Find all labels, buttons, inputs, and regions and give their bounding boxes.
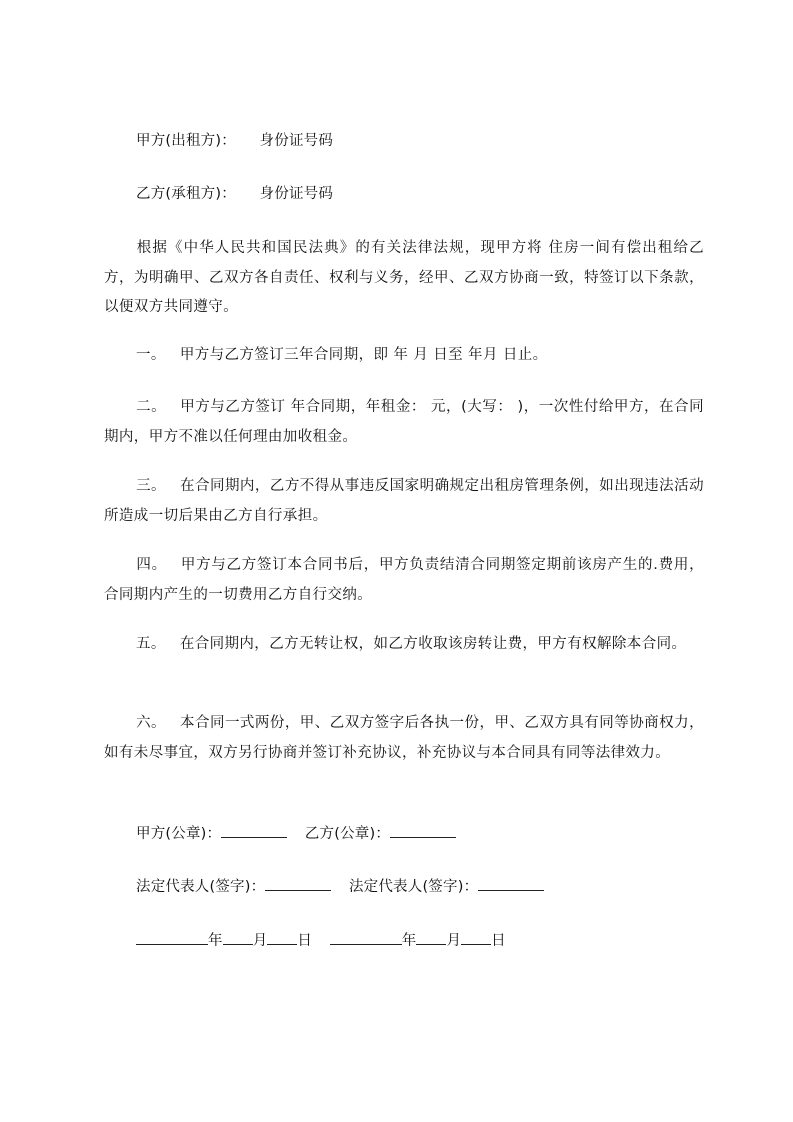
day-label: 日 xyxy=(491,933,506,949)
clause-3 xyxy=(104,472,704,531)
clause-text: 本合同一式两份，甲、乙双方签字后各执一份，甲、乙双方具有同等协商权力，如有未尽事宜，双方另行协商并签订补充协议，补充协议与本合同具有同等法律效力。 xyxy=(104,715,704,761)
party-a-id-label: 身份证号码 xyxy=(259,133,334,149)
party-b-label: 乙方(承租方)： xyxy=(136,186,236,202)
preamble-text: 根据《中华人民共和国民法典》的有关法律法规，现甲方将 住房一间有偿出租给乙方，为明确甲、乙双方各自责任、权利与义务，经甲、乙双方协商一致，特签订以下条款，以便双方共同遵守。 xyxy=(104,240,704,315)
year-label: 年 xyxy=(208,933,223,949)
date-line xyxy=(136,930,506,951)
clause-number: 五。 xyxy=(136,636,166,652)
party-a-month-blank xyxy=(223,930,253,945)
party-a-label: 甲方(出租方)： xyxy=(136,133,236,149)
clause-1 xyxy=(104,341,704,371)
party-a-rep-blank xyxy=(265,876,331,891)
preamble-paragraph xyxy=(104,234,704,323)
party-a-year-blank xyxy=(136,930,208,945)
party-a-line xyxy=(136,131,333,151)
representative-line xyxy=(136,876,544,897)
party-b-seal-label: 乙方(公章)： xyxy=(304,826,391,842)
party-b-year-blank xyxy=(330,930,402,945)
day-label: 日 xyxy=(297,933,313,949)
clause-number: 二。 xyxy=(136,399,167,415)
clause-number: 三。 xyxy=(136,478,167,494)
party-a-seal-label: 甲方(公章)： xyxy=(136,826,222,842)
year-label: 年 xyxy=(401,933,417,949)
clause-text: 在合同期内，乙方无转让权，如乙方收取该房转让费，甲方有权解除本合同。 xyxy=(179,636,687,652)
clause-2 xyxy=(104,393,704,452)
party-b-day-blank xyxy=(461,930,491,945)
party-b-rep-label: 法定代表人(签字)： xyxy=(348,879,479,895)
clause-text: 在合同期内，乙方不得从事违反国家明确规定出租房管理条例，如出现违法活动所造成一切后果由乙方自行承担。 xyxy=(104,478,704,524)
clause-number: 四。 xyxy=(136,557,167,573)
party-b-month-blank xyxy=(416,930,446,945)
clause-number: 六。 xyxy=(136,715,167,731)
party-b-seal-blank xyxy=(390,823,456,838)
party-a-rep-label: 法定代表人(签字)： xyxy=(136,879,266,895)
clause-5 xyxy=(104,630,704,660)
clause-4 xyxy=(104,551,704,610)
clause-number: 一。 xyxy=(136,347,166,363)
clause-text: 甲方与乙方签订 年合同期，年租金： 元，(大写： )，一次性付给甲方，在合同期内，甲方不准以任何理由加收租金。 xyxy=(104,399,704,445)
party-b-id-label: 身份证号码 xyxy=(259,186,334,202)
clause-text: 甲方与乙方签订三年合同期，即 年 月 日至 年月 日止。 xyxy=(179,347,548,363)
month-label: 月 xyxy=(446,933,462,949)
party-a-seal-blank xyxy=(221,823,287,838)
clause-6 xyxy=(104,709,704,768)
month-label: 月 xyxy=(252,933,268,949)
clause-text: 甲方与乙方签订本合同书后，甲方负责结清合同期签定期前该房产生的.费用，合同期内产生的一切费用乙方自行交纳。 xyxy=(104,557,704,603)
party-b-rep-blank xyxy=(478,876,544,891)
seal-line xyxy=(136,823,456,844)
party-b-line xyxy=(136,184,333,204)
party-a-day-blank xyxy=(267,930,297,945)
